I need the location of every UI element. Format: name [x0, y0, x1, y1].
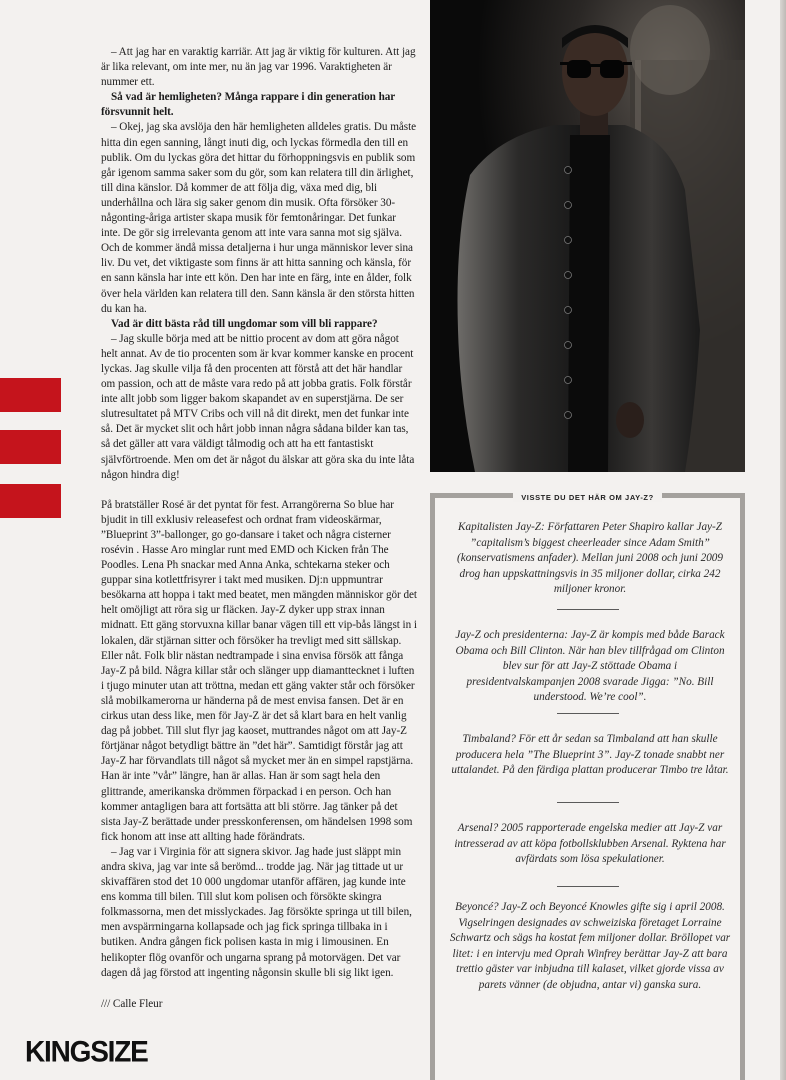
artist-photo-illustration	[430, 0, 745, 472]
red-bar-middle	[0, 430, 61, 464]
facts-sidebar	[430, 493, 745, 1080]
paragraph-gap	[101, 483, 417, 498]
interview-question: Så vad är hemligheten? Många rappare i din generation har försvunnit helt.	[101, 91, 395, 119]
byline: /// Calle Fleur	[101, 997, 163, 1010]
sidebar-title-text: VISSTE DU DET HÄR OM JAY-Z?	[513, 493, 662, 502]
fact-divider	[557, 609, 619, 610]
fact-item: Kapitalisten Jay-Z: Författaren Peter Shapiro kallar Jay-Z ”capitalism’s biggest cheerleader since Adam Smith” (konservatismens anfader). Mellan juni 2008 och juni 2009 drog han uppskattningsvis in 35 miljoner dollar, cirka 242 miljoner kronor.	[457, 521, 723, 596]
red-bar-bottom	[0, 484, 61, 518]
red-bar-top	[0, 378, 61, 412]
article-column	[101, 45, 417, 1012]
fact-item: Arsenal? 2005 rapporterade engelska medier att Jay-Z var intresserad av att köpa fotbollsklubben Arsenal. Ryktena har avfärdats som lösa spekulationer.	[454, 822, 726, 866]
fact-item: Beyoncé? Jay-Z och Beyoncé Knowles gifte sig i april 2008. Vigselringen designades av schweiziska företaget Lorraine Schwartz och sägs ha kostat fem miljoner dollar. Bröllopet var litet: i en intervju med Oprah Winfrey berättar Jay-Z att bara trettio gäster var inbjudna till kalaset, vilket gjorde vissa av parets vänner (de objudna, antar vi) ganska sura.	[449, 901, 731, 991]
article-paragraph: – Okej, jag ska avslöja den här hemligheten alldeles gratis. Du måste hitta din egen sanning, långt inuti dig, och lyckas förmedla den till en publik. Om du lyckas göra det hittar du förhoppningsvis en publik som går igenom samma saker som du gör, som kan relatera till din ärlighet, till dina känslor. Då kommer de att följa dig, växa med dig, bli underhållna och lära sig saker genom din musik. Ofta försöker 30-någonting-åriga artister skapa musik för femtonåringar. Det funkar inte. De gör sig irrelevanta genom att inte vara sanna mot sig själva. Och de kommer ändå missa detaljerna i hur unga människor lever sina liv. Du vet, det viktigaste som finns är att hitta sanning och känsla, för en sann känsla har inte ett kön. Den har inte en färg, inte en ålder, folk över hela världen kan relatera till den. Sann känsla är den största hitten du kan ha.	[101, 121, 417, 315]
article-paragraph: – Jag var i Virginia för att signera skivor. Jag hade just släppt min andra skiva, jag var inte så berömd... trodde jag. När jag tittade ut ur skivaffären stod det 10 000 ungdomar utanför affären, jag kunde inte ens komma till bilen. Till slut kom polisen och försökte skingra folkmassorna, men det misslyckades. Jag försökte springa ut till bilen, men avspärrningarna kollapsade och jag fick springa tillbaka in i butiken. Andra gången fick polisen kasta in mig i limousinen. En helikopter flög ovanför och ungarna sprang på motorvägen. Det var dagen då jag förstod att ingenting någonsin skulle bli sig likt igen.	[101, 845, 412, 979]
article-paragraph: – Jag skulle börja med att be nittio procent av dom att göra något helt annat. Av de tio procenten som är kvar kommer kanske en procent lyckas. Jag skulle vilja få den procenten att förstå att det här handlar om passion, och att de måste vara redo på att jobba gratis. Folk förstår inte allt jobb som ligger bakom skapandet av en superstjärna. De ser slutresultatet på MTV Cribs och vill nå dit direkt, men det funkar inte så. Det är mycket slit och hårt jobb innan några sådana bilder kan tas, så det gäller att vara väldigt tålmodig och att ha ett fantastiskt självförtroende. Men om det är något du älskar att göra ska du inte låta någon hindra dig!	[101, 332, 415, 481]
fact-divider	[557, 713, 619, 714]
fact-item: Jay-Z och presidenterna: Jay-Z är kompis med både Barack Obama och Bill Clinton. När han blev tillfrågad om Clinton blev sur för att Jay-Z stöttade Obama i presidentvalskampanjen 2008 svarade Jigga: ”No. Bill understood. We’re cool”.	[455, 629, 725, 704]
artist-photo	[430, 0, 745, 472]
sidebar-title	[435, 487, 740, 505]
fact-item: Timbaland? För ett år sedan sa Timbaland att han skulle producera hela ”The Blueprint 3”. Jay-Z tonade snabbt ner uttalandet. På den färdiga plattan producerar Timbo tre låtar.	[451, 733, 729, 777]
fact-divider	[557, 886, 619, 887]
page-edge	[780, 0, 786, 1080]
magazine-logo: KINGSIZE	[25, 1035, 148, 1068]
article-paragraph: På bratställer Rosé är det pyntat för fest. Arrangörerna So blue har bjudit in till exklusiv releasefest och ordnat fram videoskärmar, ”Blueprint 3”-ballonger, go go-dansare i taket och några cisterner rosévin . Hasse Aro minglar runt med EMD och Kicken från The Poodles. Lena Ph snackar med Anna Anka, schtekarna steker och guppar sina kotlettfrisyrer i takt med musiken. Dj:n uppmuntrar besökarna att hoppa i takt med beatet, men mängden människor gör det helt omöjligt att röra sig ur fläcken. Jay-Z dyker upp strax innan midnatt. Ett gäng storvuxna killar banar vägen till ett vip-bås längst in i lokalen, där stjärnan sitter och försöker ha trevligt med sitt sällskap. Eller nåt. Folk blir nästan nedtrampade i sina envisa försök att fånga Jay-Z på bild. Några killar står och slänger upp diamanttecknet i luften i tjugo minuter utan att tröttna, medan ett gäng vakter står och försöker slå mobilkamerorna ur händerna på de mest envisa fansen. Det är en cirkus utan dess like, men för Jay-Z är det så klart bara en helt vanlig dag på jobbet. Till slut flyr jag kaoset, muttrandes något om att Jay-Z förtjänar något betydligt bättre än ”det här”. Samtidigt förstår jag att Jay-Z har förvandlats till något så mycket mer än en simpel rapstjärna. Han är inte ”vår” längre, han är allas. Han är som sagt hela den glittrande, amerikanska drömmen förpackad i en person. Och han kommer antagligen bara att fortsätta att bli större. Jag tänker på det sista Jay-Z berättade under presskonferensen, om händelsen 1998 som fick honom att inse att allting hade förändrats.	[101, 498, 417, 843]
article-paragraph: – Att jag har en varaktig karriär. Att jag är viktig för kulturen. Att jag är lika relevant, om inte mer, nu än jag var 1996. Varaktigheten är nummer ett.	[101, 46, 416, 89]
interview-question: Vad är ditt bästa råd till ungdomar som vill bli rappare?	[111, 317, 378, 330]
fact-divider	[557, 802, 619, 803]
